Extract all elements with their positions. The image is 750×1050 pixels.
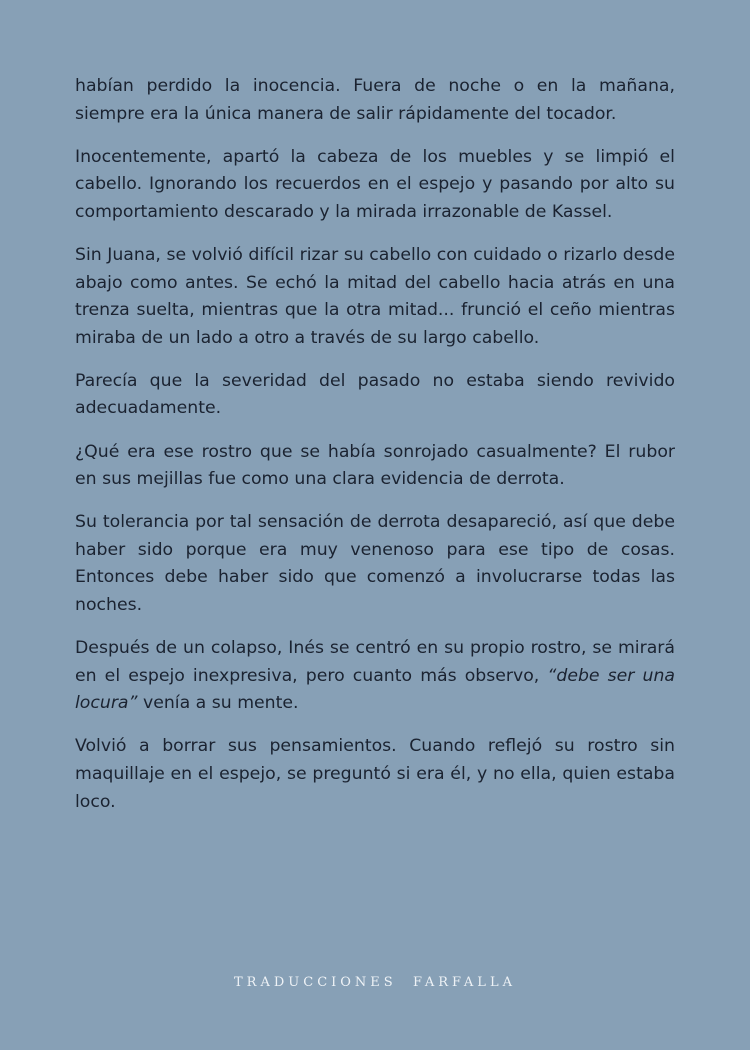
page-body-text bbox=[75, 73, 675, 832]
paragraph: Parecía que la severidad del pasado no estaba siendo revivido adecuadamente. bbox=[75, 370, 675, 419]
paragraph: Su tolerancia por tal sensación de derrota desapareció, así que debe haber sido porque era muy venenoso para ese tipo de cosas. Entonces debe haber sido que comenzó a involucrarse todas las noches. bbox=[75, 512, 675, 615]
paragraph: Sin Juana, se volvió difícil rizar su cabello con cuidado o rizarlo desde abajo como antes. Se echó la mitad del cabello hacia atrás en una trenza suelta, mientras que la otra mitad... frunció el ceño mientras miraba de un lado a otro a través de su largo cabello. bbox=[75, 244, 675, 348]
paragraph-text: Después de un colapso, Inés se centró en su propio rostro, se mirará en el espejo inexpresiva, pero cuanto más observo, bbox=[75, 638, 675, 686]
paragraph bbox=[75, 635, 675, 718]
italic-quote: “debe ser una locura” bbox=[75, 665, 675, 714]
paragraph-text: venía a su mente. bbox=[137, 693, 299, 714]
footer-credit: TRADUCCIONES FARFALLA bbox=[234, 975, 516, 990]
paragraph: Volvió a borrar sus pensamientos. Cuando reflejó su rostro sin maquillaje en el espejo, se preguntó si era él, y no ella, quien estaba loco. bbox=[75, 736, 675, 812]
paragraph: ¿Qué era ese rostro que se había sonrojado casualmente? El rubor en sus mejillas fue como una clara evidencia de derrota. bbox=[75, 441, 675, 490]
paragraph: habían perdido la inocencia. Fuera de noche o en la mañana, siempre era la única manera de salir rápidamente del tocador. bbox=[75, 76, 675, 124]
paragraph: Inocentemente, apartó la cabeza de los muebles y se limpió el cabello. Ignorando los recuerdos en el espejo y pasando por alto su comportamiento descarado y la mirada irrazonable de Kassel. bbox=[75, 146, 675, 222]
